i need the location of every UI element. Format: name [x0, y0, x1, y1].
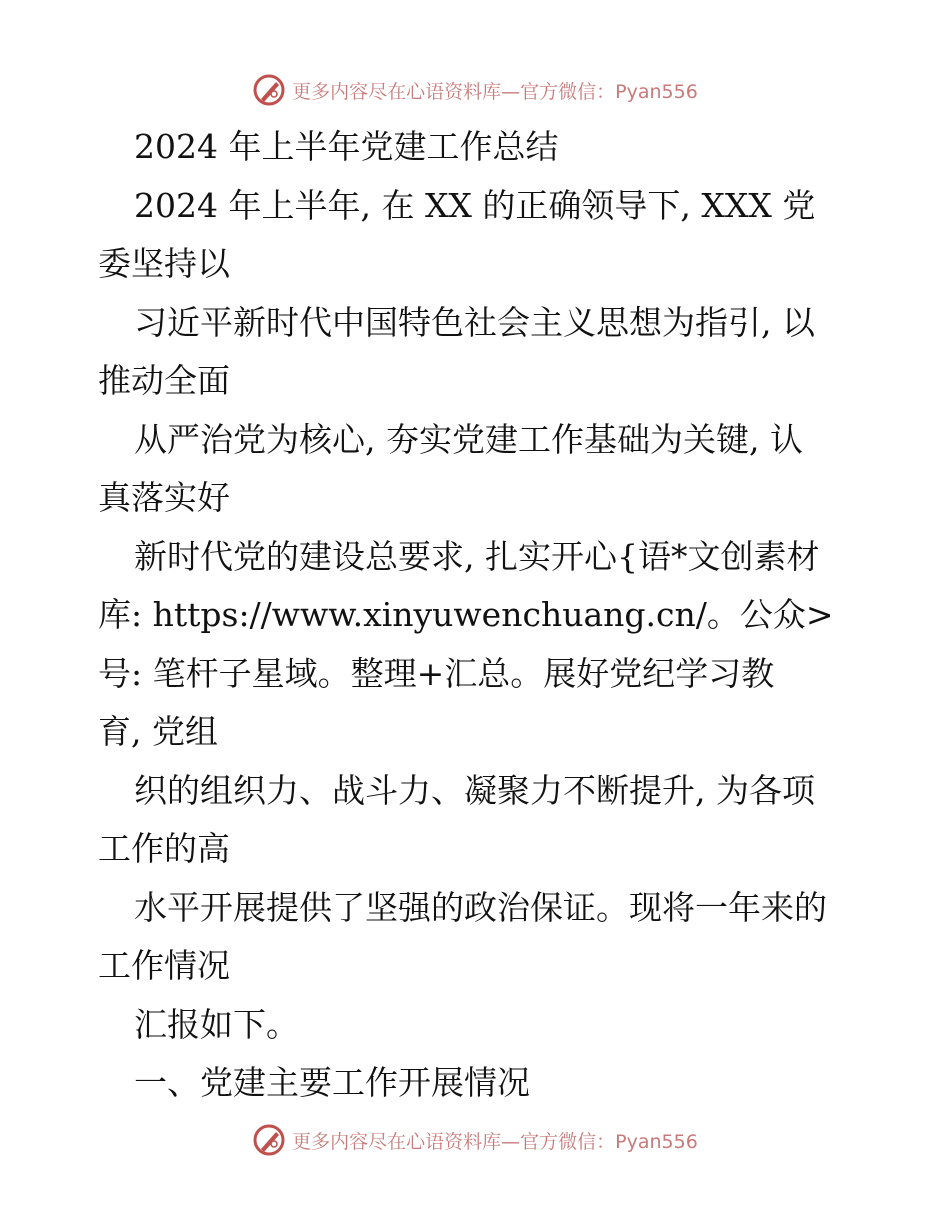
section-heading: 一、党建主要工作开展情况: [134, 1063, 530, 1102]
watermark-footer: [0, 1120, 950, 1160]
paragraph-line: 推动全面: [98, 361, 230, 400]
paragraph-line: 新时代党的建设总要求, 扎实开心{语*文创素材: [134, 536, 820, 576]
watermark-text: 更多内容尽在心语资料库—官方微信：Pyan556: [292, 1130, 698, 1153]
paragraph-line: 工作的高: [98, 829, 230, 868]
paragraph-line: 委坚持以: [98, 244, 230, 283]
paragraph-line: 工作情况: [98, 946, 230, 985]
paragraph-line: 织的组织力、战斗力、凝聚力不断提升, 为各项: [134, 770, 815, 810]
pen-logo-icon: [252, 1123, 286, 1157]
paragraph-line: 从严治党为核心, 夯实党建工作基础为关键, 认: [134, 419, 803, 459]
paragraph-line: 真落实好: [98, 478, 230, 517]
paragraph-line: 2024 年上半年, 在 XX 的正确领导下, XXX 党: [134, 185, 816, 225]
paragraph-line: 汇报如下。: [134, 1004, 299, 1044]
watermark-text: 更多内容尽在心语资料库—官方微信：Pyan556: [292, 80, 698, 103]
watermark-header: [0, 70, 950, 110]
paragraph-line: 库: https://www.xinyuwenchuang.cn/。公众>: [98, 595, 834, 634]
document-body: [98, 118, 858, 1113]
paragraph-line: 育, 党组: [98, 712, 218, 751]
pen-logo-icon: [252, 73, 286, 107]
document-title: 2024 年上半年党建工作总结: [134, 127, 559, 166]
paragraph-line: 习近平新时代中国特色社会主义思想为指引, 以: [134, 302, 815, 342]
paragraph-line: 水平开展提供了坚强的政治保证。现将一年来的: [134, 887, 827, 927]
paragraph-line: 号: 笔杆子星域。整理+汇总。展好党纪学习教: [98, 653, 775, 693]
